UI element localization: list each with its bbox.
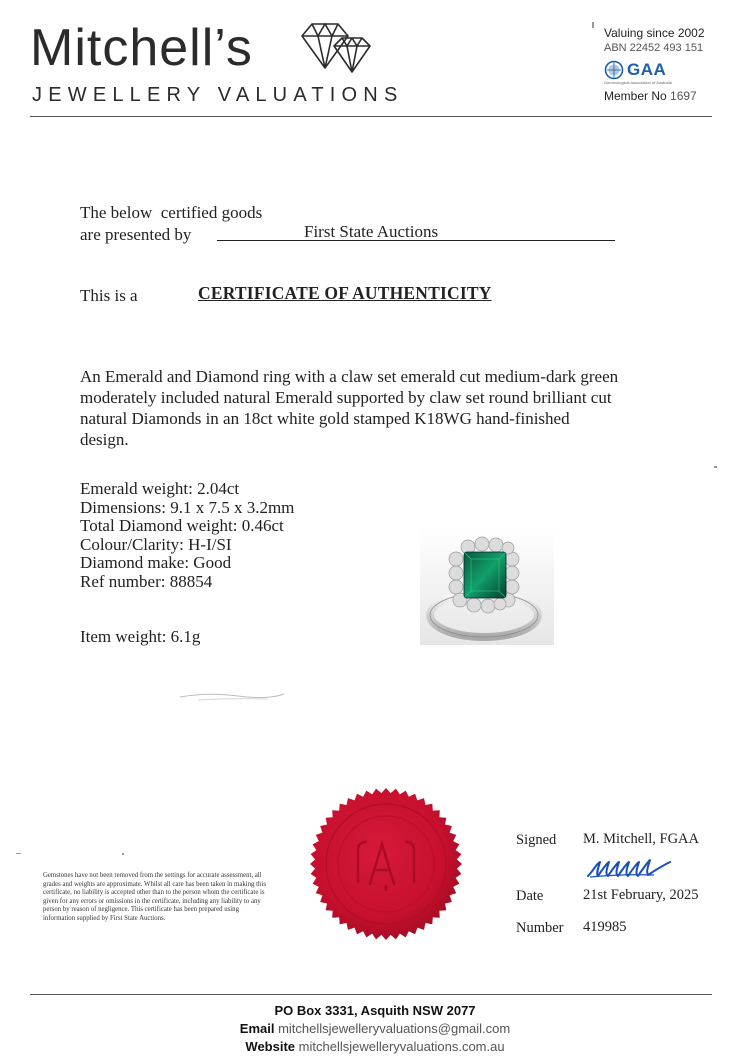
valuing-since: Valuing since 2002 <box>604 26 705 40</box>
signed-label: Signed <box>516 832 557 848</box>
header-divider <box>30 116 712 117</box>
spec-diamond-make: Diamond make: Good <box>80 553 232 572</box>
date-label: Date <box>516 888 544 904</box>
member-value: 1697 <box>670 89 697 103</box>
logo-wordmark: Mitchell’s <box>30 19 253 77</box>
spec-emerald-weight: Emerald weight: 2.04ct <box>80 479 240 498</box>
gaa-logo <box>604 60 705 80</box>
item-description: An Emerald and Diamond ring with a claw set emerald cut medium-dark green moderately included natural Emerald supported by claw set round brilliant cut natural Diamonds in an 18ct white gold stamped K18WG hand-finished design. <box>80 367 619 449</box>
certificate-number: 419985 <box>583 919 627 935</box>
footer-address: PO Box 3331, Asquith NSW 2077 <box>274 1003 476 1018</box>
email-link[interactable]: mitchellsjewelleryvaluations@gmail.com <box>278 1021 511 1036</box>
red-wax-seal <box>308 786 464 942</box>
stray-mark <box>16 853 21 854</box>
gaa-caption: Gemmological Association of Australia <box>604 80 672 85</box>
logo-subtitle: JEWELLERY VALUATIONS <box>32 84 404 106</box>
spec-diamond-weight: Total Diamond weight: 0.46ct <box>80 516 284 535</box>
ring-photo <box>420 527 554 645</box>
footer-divider <box>30 994 712 995</box>
member-number <box>604 89 705 103</box>
certificate-prefix: This is a <box>80 286 138 305</box>
spec-ref-number: Ref number: 88854 <box>80 571 213 591</box>
website-label: Website <box>245 1039 296 1054</box>
faint-scribble-mark <box>178 688 288 704</box>
footer-contact <box>0 1002 750 1056</box>
presenter-name: First State Auctions <box>304 222 439 241</box>
presented-line-2: are presented by <box>80 225 192 244</box>
spec-dimensions: Dimensions: 9.1 x 7.5 x 3.2mm <box>80 497 295 517</box>
stray-mark <box>714 466 717 468</box>
member-label: Member No <box>604 89 667 103</box>
signed-value: M. Mitchell, FGAA <box>583 831 699 847</box>
abn: ABN 22452 493 151 <box>604 42 704 54</box>
certificate-title: CERTIFICATE OF AUTHENTICITY <box>198 283 492 303</box>
item-weight: Item weight: 6.1g <box>80 627 201 646</box>
diamond-logo-icon <box>298 20 374 80</box>
stray-mark <box>592 22 594 28</box>
spec-colour-clarity: Colour/Clarity: H-I/SI <box>80 534 232 554</box>
number-label: Number <box>516 920 564 936</box>
handwritten-signature <box>584 856 674 880</box>
website-link[interactable]: mitchellsjewelleryvaluations.com.au <box>298 1039 505 1054</box>
date-value: 21st February, 2025 <box>583 887 699 903</box>
presented-line-1: The below certified goods <box>80 203 263 222</box>
header-credentials <box>604 26 705 103</box>
gaa-globe-icon <box>604 60 624 80</box>
stray-mark <box>122 853 124 855</box>
specification-list <box>80 480 294 591</box>
disclaimer-text: Gemstones have not been removed from the settings for accurate assessment, all grades and weights are approximate. Whilst all care has been taken in making this certificate, no liability is accepted other than to the person whom the certificate is given for any errors or omissions in the certificate, including any liability to any person by reason of negligence. This certificate has been prepared using information supplied by First State Auctions. <box>43 872 266 922</box>
email-label: Email <box>239 1021 275 1036</box>
gaa-text: GAA <box>627 60 667 79</box>
